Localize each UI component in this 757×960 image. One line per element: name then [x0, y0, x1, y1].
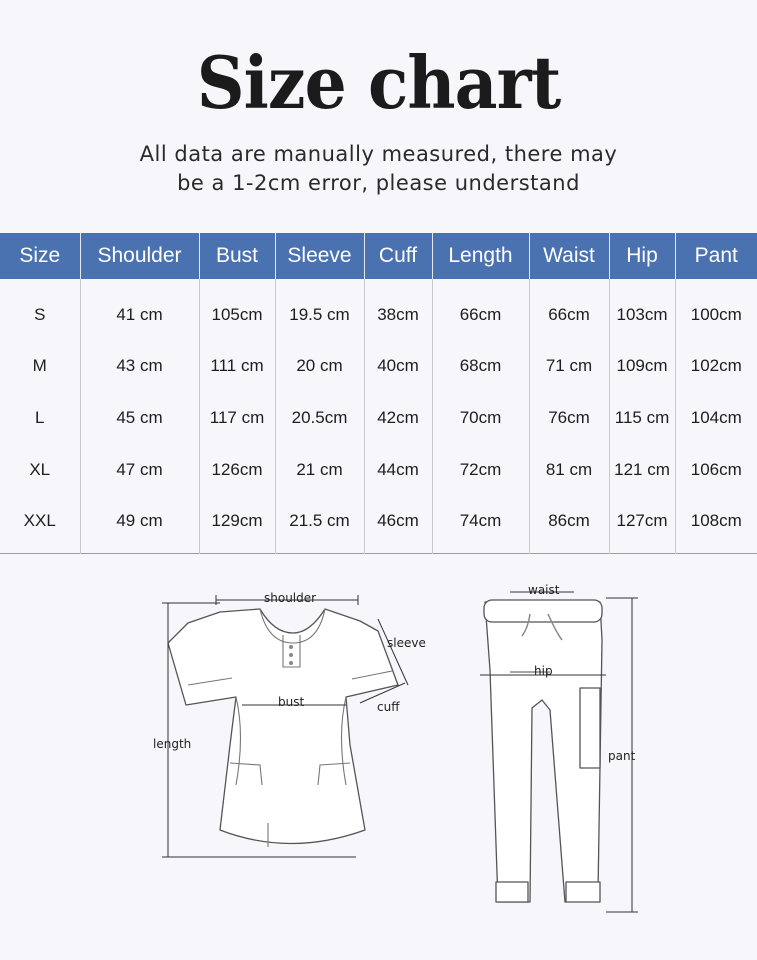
- table-cell: 129cm: [199, 495, 275, 553]
- table-cell: 117 cm: [199, 392, 275, 444]
- table-cell: 45 cm: [80, 392, 199, 444]
- table-cell: 43 cm: [80, 341, 199, 393]
- table-cell: 21.5 cm: [275, 495, 364, 553]
- table-cell: 104cm: [675, 392, 757, 444]
- table-cell: 19.5 cm: [275, 279, 364, 341]
- column-header: Pant: [675, 233, 757, 279]
- table-cell: 105cm: [199, 279, 275, 341]
- column-header: Hip: [609, 233, 675, 279]
- table-cell: 115 cm: [609, 392, 675, 444]
- table-cell: 108cm: [675, 495, 757, 553]
- label-shoulder: shoulder: [264, 591, 317, 605]
- column-header: Size: [0, 233, 80, 279]
- table-cell: 127cm: [609, 495, 675, 553]
- scrub-top-diagram: [150, 585, 440, 875]
- table-cell: 72cm: [432, 444, 529, 496]
- table-cell: 102cm: [675, 341, 757, 393]
- table-row: [0, 279, 757, 341]
- table-cell: 38cm: [364, 279, 432, 341]
- table-cell: L: [35, 407, 45, 427]
- table-cell: 68cm: [432, 341, 529, 393]
- column-header: Cuff: [364, 233, 432, 279]
- table-cell: 20 cm: [275, 341, 364, 393]
- table-row: [0, 392, 757, 444]
- table-cell: 41 cm: [80, 279, 199, 341]
- column-header: Shoulder: [80, 233, 199, 279]
- label-pant: pant: [608, 749, 636, 763]
- table-cell: 46cm: [364, 495, 432, 553]
- subtitle-line-2: be a 1-2cm error, please understand: [177, 171, 580, 195]
- table-cell: 71 cm: [529, 341, 609, 393]
- table-cell: 49 cm: [80, 495, 199, 553]
- table-cell: 76cm: [529, 392, 609, 444]
- label-sleeve: sleeve: [387, 636, 426, 650]
- column-header: Bust: [199, 233, 275, 279]
- table-cell: 74cm: [432, 495, 529, 553]
- table-cell: XL: [29, 459, 51, 479]
- table-cell: 103cm: [609, 279, 675, 341]
- table-header-row: [0, 233, 757, 279]
- scrub-top-illustration: [150, 585, 440, 875]
- table-cell: 21 cm: [275, 444, 364, 496]
- table-cell: S: [34, 304, 46, 324]
- label-hip: hip: [534, 664, 553, 678]
- table-cell: 44cm: [364, 444, 432, 496]
- label-length: length: [153, 737, 192, 751]
- table-cell: M: [32, 356, 47, 376]
- page-subtitle: [0, 140, 757, 198]
- page-title: Size chart: [196, 40, 561, 125]
- label-cuff: cuff: [377, 700, 400, 714]
- table-cell: 47 cm: [80, 444, 199, 496]
- table-row: [0, 341, 757, 393]
- table-row: [0, 444, 757, 496]
- table-row: [0, 495, 757, 553]
- table-cell: 100cm: [675, 279, 757, 341]
- table-cell: 66cm: [529, 279, 609, 341]
- pants-diagram: [450, 580, 650, 920]
- table-cell: 109cm: [609, 341, 675, 393]
- table-cell: 121 cm: [609, 444, 675, 496]
- table-cell: 86cm: [529, 495, 609, 553]
- subtitle-line-1: All data are manually measured, there may: [139, 142, 618, 166]
- table-cell: XXL: [23, 511, 56, 531]
- table-cell: 20.5cm: [275, 392, 364, 444]
- label-waist: waist: [528, 583, 560, 597]
- column-header: Sleeve: [275, 233, 364, 279]
- table-cell: 66cm: [432, 279, 529, 341]
- column-header: Length: [432, 233, 529, 279]
- label-bust: bust: [278, 695, 305, 709]
- table-cell: 81 cm: [529, 444, 609, 496]
- table-cell: 126cm: [199, 444, 275, 496]
- size-table: [0, 233, 757, 554]
- table-cell: 70cm: [432, 392, 529, 444]
- table-cell: 40cm: [364, 341, 432, 393]
- table-cell: 111 cm: [199, 341, 275, 393]
- column-header: Waist: [529, 233, 609, 279]
- table-cell: 106cm: [675, 444, 757, 496]
- table-cell: 42cm: [364, 392, 432, 444]
